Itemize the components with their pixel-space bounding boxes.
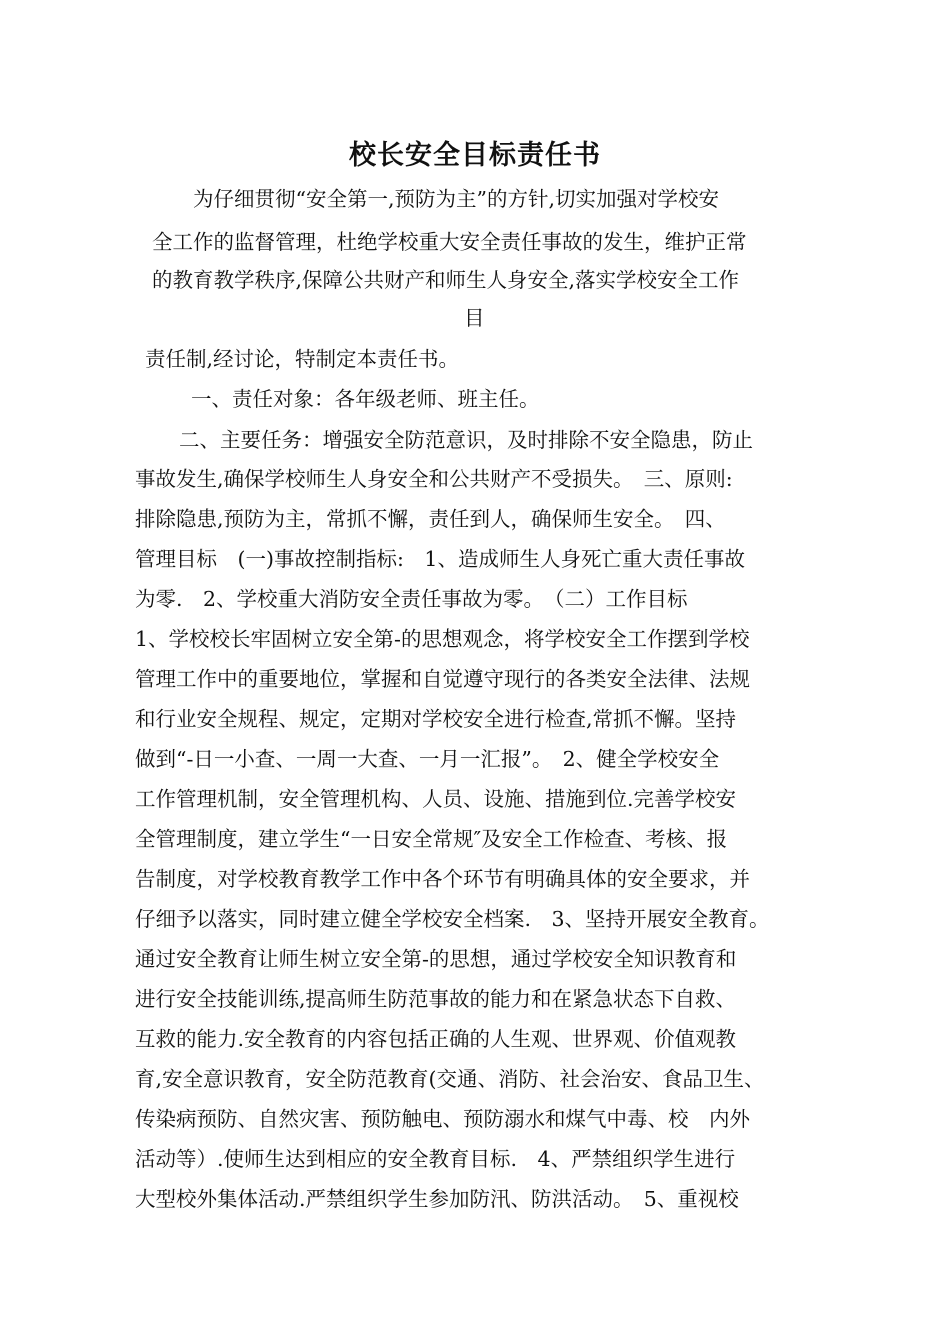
body-line: 排除隐患,预防为主，常抓不懈，责任到人，确保师生安全。 四、	[135, 507, 726, 531]
body-line: 目	[464, 306, 485, 330]
body-line: 为零. 2、学校重大消防安全责任事故为零。 （二）工作目标	[135, 587, 688, 611]
body-line: 全工作的监督管理，杜绝学校重大安全责任事故的发生，维护正常	[152, 230, 747, 254]
body-line: 告制度，对学校教育教学工作中各个环节有明确具体的安全要求，并	[135, 867, 750, 891]
body-line: 为仔细贯彻“安全第一,预防为主”的方针,切实加强对学校安	[193, 187, 719, 211]
body-line: 二、主要任务：增强安全防范意识，及时排除不安全隐患，防止	[179, 428, 753, 452]
body-line: 工作管理机制，安全管理机构、人员、设施、措施到位.完善学校安	[135, 787, 737, 811]
body-line: 进行安全技能训练,提高师生防范事故的能力和在紧急状态下自救、	[135, 987, 737, 1011]
body-line: 管理目标 (一)事故控制指标: 1、造成师生人身死亡重大责任事故	[135, 547, 745, 571]
body-line: 1、学校校长牢固树立安全第-的思想观念，将学校安全工作摆到学校	[135, 627, 750, 651]
document-title: 校长安全目标责任书	[349, 140, 601, 171]
body-line: 育,安全意识教育，安全防范教育(交通、消防、社会治安、食品卫生、	[135, 1067, 765, 1091]
body-line: 的教育教学秩序,保障公共财产和师生人身安全,落实学校安全工作	[152, 268, 740, 292]
body-line: 事故发生,确保学校师生人身安全和公共财产不受损失。 三、原则:	[135, 467, 733, 491]
body-line: 传染病预防、自然灾害、预防触电、预防溺水和煤气中毒、校 内外	[135, 1107, 750, 1131]
body-line: 管理工作中的重要地位，掌握和自觉遵守现行的各类安全法律、法规	[135, 667, 750, 691]
body-line: 一、责任对象：各年级老师、班主任。	[191, 387, 540, 411]
body-line: 做到“-日一小查、一周一大查、一月一汇报”。 2、健全学校安全	[135, 747, 720, 771]
body-line: 互救的能力.安全教育的内容包括正确的人生观、世界观、价值观教	[135, 1027, 737, 1051]
body-line: 和行业安全规程、规定，定期对学校安全进行检查,常抓不懈。坚持	[135, 707, 737, 731]
body-line: 大型校外集体活动.严禁组织学生参加防汛、防洪活动。 5、重视校	[135, 1187, 739, 1211]
body-line: 仔细予以落实，同时建立健全学校安全档案. 3、坚持开展安全教育。	[135, 907, 770, 931]
body-line: 全管理制度，建立学生“一日安全常规″及安全工作检查、考核、报	[135, 827, 728, 851]
body-line: 活动等）.使师生达到相应的安全教育目标. 4、严禁组织学生进行	[135, 1147, 736, 1171]
body-line: 责任制,经讨论，特制定本责任书。	[145, 347, 460, 371]
body-line: 通过安全教育让师生树立安全第-的思想，通过学校安全知识教育和	[135, 947, 737, 971]
